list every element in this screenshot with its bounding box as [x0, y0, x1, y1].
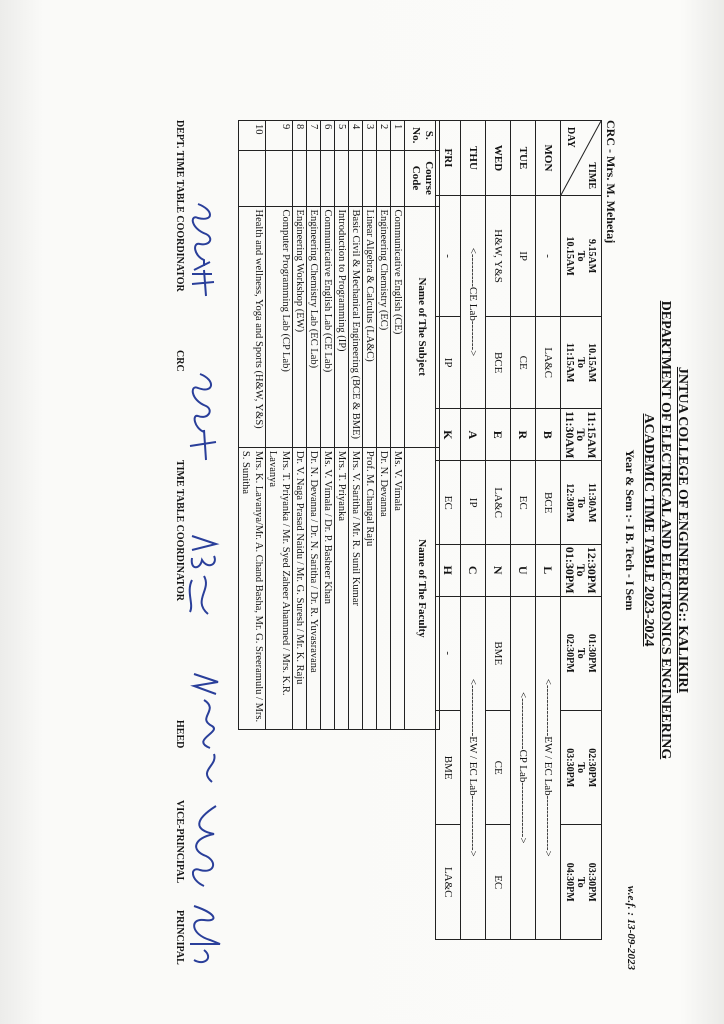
break-letter: E: [486, 409, 511, 461]
subject-name: Engineering Chemistry Lab (EC Lab): [307, 206, 321, 447]
day-label: THU: [461, 121, 486, 196]
slot-header-7: 02:30PM To 03:30PM: [561, 710, 602, 824]
cell: CE: [486, 710, 511, 824]
day-label: MON: [536, 121, 561, 196]
cell: -: [436, 596, 461, 710]
year-semester: Year & Sem :- I B. Tech - I Sem: [623, 449, 637, 611]
effective-date: w.e.f. : 13-09-2023: [625, 885, 637, 970]
subject-name: Linear Algebra & Calculus (LA&C): [363, 206, 377, 447]
cell: LA&C: [536, 317, 561, 409]
break-letter: K: [436, 409, 461, 461]
cell: -: [536, 196, 561, 317]
weekly-timetable: [435, 120, 602, 940]
row-wed: [486, 121, 511, 940]
tt-coordinator-signature: [184, 530, 222, 620]
subject-faculty-table: [238, 120, 440, 730]
sno: 1: [391, 121, 405, 151]
cell: BME: [486, 596, 511, 710]
subject-name: Engineering Chemistry (EC): [377, 206, 391, 447]
break-letter: R: [511, 409, 536, 461]
subject-row: [321, 121, 335, 730]
faculty-name: Ms. V. Vimala: [391, 447, 405, 729]
course-code: [239, 150, 266, 206]
principal-label: PRINCIPAL: [174, 910, 185, 965]
day-label: TUE: [511, 121, 536, 196]
dept-coordinator-signature: [186, 200, 220, 310]
slot-header-8: 03:30PM To 04:30PM: [561, 825, 602, 940]
corner-time-label: TIME: [586, 162, 597, 189]
faculty-name: Dr. N. Devanna: [377, 447, 391, 729]
subject-name: Introduction to Programming (IP): [335, 206, 349, 447]
sno: 8: [293, 121, 307, 151]
crc-label: CRC: [174, 350, 185, 372]
course-code: [307, 150, 321, 206]
lunch-letter: C: [461, 544, 486, 596]
day-label: WED: [486, 121, 511, 196]
cell: BME: [436, 710, 461, 824]
merged-lab-cell: <--------------CP Lab--------------->: [511, 596, 536, 939]
subject-row: [391, 121, 405, 730]
subject-row: [377, 121, 391, 730]
subject-row: [363, 121, 377, 730]
rotated-timetable-sheet: [170, 80, 690, 980]
cell: H&W, Y&S: [486, 196, 511, 317]
cell: LA&C: [486, 461, 511, 544]
lunch-letter: U: [511, 544, 536, 596]
faculty-name: Dr. N. Devanna / Dr. N. Saritha / Dr. R. Yuvasravana: [307, 447, 321, 729]
slot-header-break: 11:15AM To 11:30AM: [561, 409, 602, 461]
course-code: [335, 150, 349, 206]
course-code: [363, 150, 377, 206]
crc-name: CRC - Mrs. M. Mehetaj: [604, 120, 618, 244]
break-letter: B: [536, 409, 561, 461]
merged-lab-cell: <--------------EW / EC Lab--------------->: [461, 596, 486, 939]
lunch-letter: L: [536, 544, 561, 596]
course-code: [293, 150, 307, 206]
vice-principal-signature: [184, 800, 224, 890]
subject-row: [307, 121, 321, 730]
row-tue: [511, 121, 536, 940]
course-code-header: Course Code: [405, 150, 440, 206]
hod-signature: [184, 670, 224, 790]
subject-row: [239, 121, 266, 730]
slot-header-2: 10.15AM To 11:15AM: [561, 317, 602, 409]
hod-label: HEED: [174, 720, 185, 749]
time-day-corner: [561, 121, 602, 196]
day-label: FRI: [436, 121, 461, 196]
subject-name: Computer Programming Lab (CP Lab): [266, 206, 293, 447]
department-name: DEPARTMENT OF ELECTRICAL AND ELECTRONICS ENGINEERING: [658, 300, 673, 760]
cell: EC: [511, 461, 536, 544]
faculty-name: Mrs. T. Priyanka: [335, 447, 349, 729]
lunch-letter: N: [486, 544, 511, 596]
faculty-name-header: Name of The Faculty: [405, 447, 440, 729]
row-thu: [461, 121, 486, 940]
crc-signature: [186, 370, 220, 470]
subject-row: [266, 121, 293, 730]
lunch-letter: H: [436, 544, 461, 596]
cell: IP: [461, 461, 486, 544]
tt-coordinator-label: TIME TABLE COORDINATOR: [174, 460, 185, 601]
cell: BCE: [536, 461, 561, 544]
subject-name: Communicative English (CE): [391, 206, 405, 447]
cell: EC: [436, 461, 461, 544]
faculty-name: Ms. V. Vimala / Dr. P. Basheer Khan: [321, 447, 335, 729]
sno: 3: [363, 121, 377, 151]
row-mon: [536, 121, 561, 940]
slot-header-6: 01:30PM To 02:30PM: [561, 596, 602, 710]
course-code: [391, 150, 405, 206]
cell: CE: [511, 317, 536, 409]
course-code: [377, 150, 391, 206]
faculty-name: Mrs. T. Priyanka / Mr. Syed Zaheer Ahammed / Mrs. K.R. Lavanya: [266, 447, 293, 729]
sno: 5: [335, 121, 349, 151]
sno: 6: [321, 121, 335, 151]
subject-name: Basic Civil & Mechanical Engineering (BCE & BME): [349, 206, 363, 447]
slot-header-1: 9.15AM To 10.15AM: [561, 196, 602, 317]
principal-signature: [184, 900, 224, 970]
subject-row: [335, 121, 349, 730]
vice-principal-label: VICE-PRINCIPAL: [174, 800, 185, 884]
corner-day-label: DAY: [565, 127, 576, 148]
sno: 7: [307, 121, 321, 151]
cell: LA&C: [436, 825, 461, 940]
course-code: [321, 150, 335, 206]
slot-header-lunch: 12:30PM To 01:30PM: [561, 544, 602, 596]
college-name: JNTUA COLLEGE OF ENGINEERING:: KALIKIRI: [675, 366, 690, 694]
faculty-name: Prof. M. Changal Raju: [363, 447, 377, 729]
merged-lab-cell: <---------CE Lab-------->: [461, 196, 486, 409]
sno: 9: [266, 121, 293, 151]
cell: IP: [436, 317, 461, 409]
subject-name: Health and wellness, Yoga and Sports (H&W, Y&S): [239, 206, 266, 447]
faculty-name: Dr. V. Naga Prasad Naidu / Mr. G. Suresh / Mr. K. Raju: [293, 447, 307, 729]
faculty-name: Mrs. V. Saritha / Mr. R. Sunil Kumar: [349, 447, 363, 729]
subject-name-header: Name of The Subject: [405, 206, 440, 447]
cell: -: [436, 196, 461, 317]
subject-row: [349, 121, 363, 730]
sno-header: S. No.: [405, 121, 440, 151]
cell: BCE: [486, 317, 511, 409]
course-code: [266, 150, 293, 206]
subject-header-row: [405, 121, 440, 730]
course-code: [349, 150, 363, 206]
subject-name: Communicative English Lab (CE Lab): [321, 206, 335, 447]
timetable-header-row: [561, 121, 602, 940]
timetable-title: ACADEMIC TIME TABLE 2023-2024: [641, 413, 656, 647]
break-letter: A: [461, 409, 486, 461]
merged-lab-cell: <--------------EW / EC Lab--------------->: [536, 596, 561, 939]
subject-name: Engineering Workshop (EW): [293, 206, 307, 447]
sno: 2: [377, 121, 391, 151]
subject-row: [293, 121, 307, 730]
slot-header-4: 11:30AM To 12:30PM: [561, 461, 602, 544]
sno: 4: [349, 121, 363, 151]
cell: IP: [511, 196, 536, 317]
sno: 10: [239, 121, 266, 151]
cell: EC: [486, 825, 511, 940]
faculty-name: Mrs. K. Lavanya/Mr. A. Chand Basha, Mr. G. Sreeramulu / Mrs. S. Sunitha: [239, 447, 266, 729]
dept-coordinator-label: DEPT. TIME TABLE COORDINATOR: [174, 120, 185, 292]
